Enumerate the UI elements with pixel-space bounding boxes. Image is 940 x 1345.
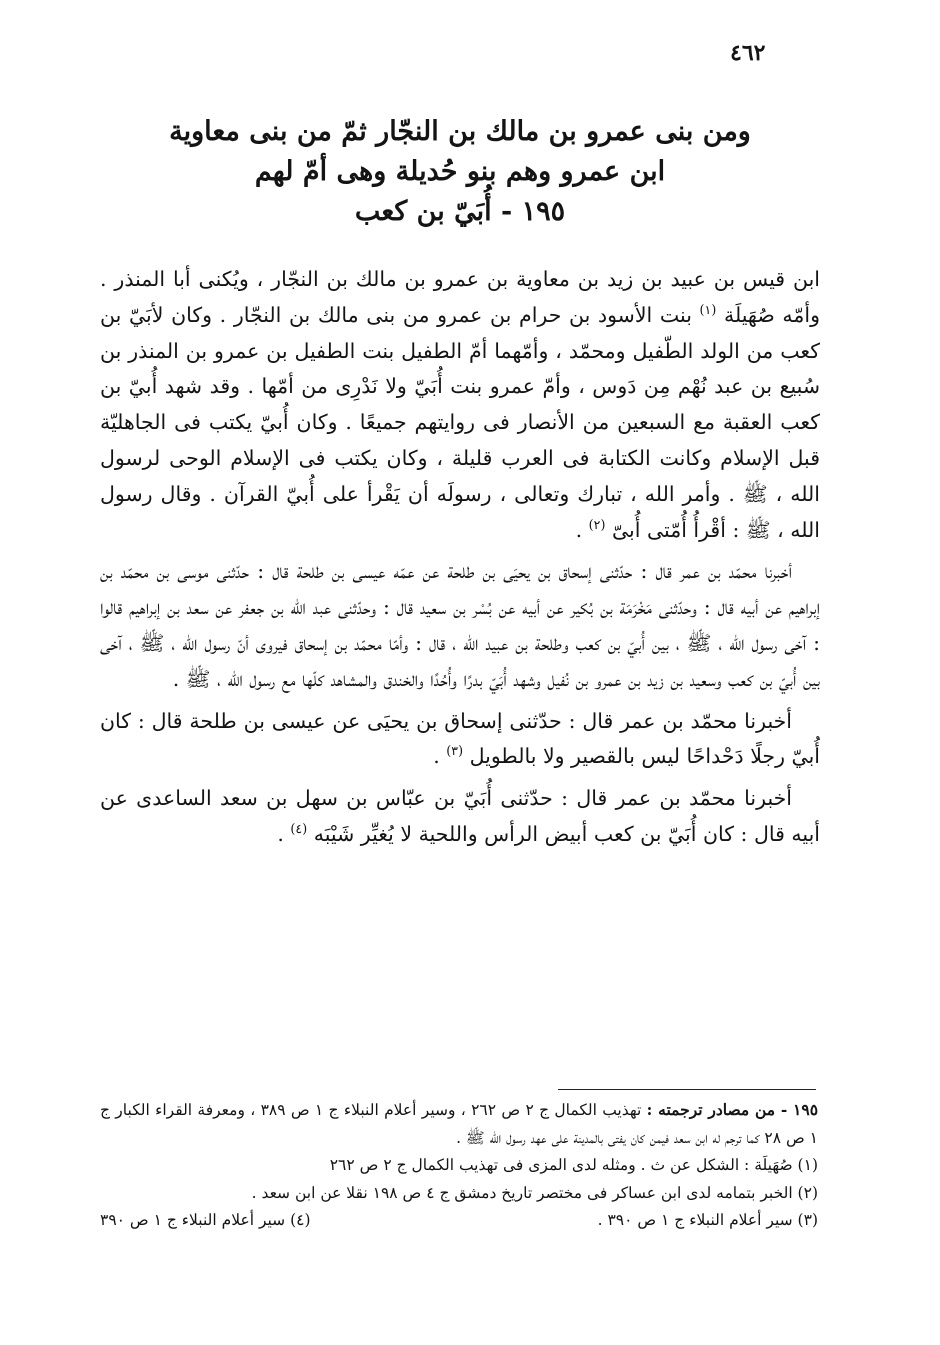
paragraph-4-text: أخبرنا محمّد بن عمر قال : حدّثنى أُبَيّ بن عبّاس بن سهل بن سعد الساعدى عن أبيه قال : كان أُبَيّ بن كعب أبيض الرأس واللحية لا يُغيِّر شَيْبَه bbox=[100, 786, 820, 846]
footnote-3: (٣) سير أعلام النبلاء ج ١ ص ٣٩٠ . bbox=[597, 1211, 818, 1229]
paragraph-3 bbox=[100, 704, 820, 776]
footnote-ref-4: (٤) bbox=[290, 821, 308, 837]
sources-label: ١٩٥ - من مصادر ترجمته : bbox=[646, 1100, 819, 1119]
footnote-4: (٤) سير أعلام النبلاء ج ١ ص ٣٩٠ bbox=[100, 1211, 311, 1229]
footnote-ref-3: (٣) bbox=[446, 743, 464, 759]
sources-text: تهذيب الكمال ج ٢ ص ٢٦٢ ، وسير أعلام النبلاء ج ١ ص ٣٨٩ ، ومعرفة القراء الكبار ج ١ ص ٢٨ كما ترجم له ابن سعد فيمن كان يفتى بالمدينة على عهد رسول الله ﷺ . bbox=[100, 1101, 818, 1147]
paragraph-3-text: أخبرنا محمّد بن عمر قال : حدّثنى إسحاق بن يحيَى عن عيسى بن طلحة قال : كان أُبيّ رجلًا دَحْداحًا ليس بالقصير ولا بالطويل bbox=[100, 708, 820, 769]
footnote-2: (٢) الخبر بتمامه لدى ابن عساكر فى مختصر تاريخ دمشق ج ٤ ص ١٩٨ نقلا عن ابن سعد . bbox=[251, 1183, 818, 1202]
sources-note bbox=[100, 1096, 818, 1152]
paragraph-1-text-b: بنت الأسود بن حرام بن عمرو من بنى مالك بن النجّار . وكان لأبَيّ بن كعب من الولد الطّفيل ومحمّد ، وأمّهما أمّ الطفيل بنت الطفيل بن عمرو بن المنذر بن سُبيع بن عبد نُهْم مِن دَوس ، وأمّ عمرو بنت أُبَيّ ولا نَدْرِى من أمّها . وقد شهد أُبيّ بن كعب العقبة مع السبعين من الأنصار فى روايتهم جميعًا . وكان أُبيّ يكتب فى الجاهليّة قبل الإسلام وكانت الكتابة فى العرب قليلة ، وكان يكتب فى الإسلام الوحى لرسول الله ، ﷺ . وأمر الله ، تبارك وتعالى ، رسولَه أن يَقْرأ على أُبيّ القرآن . وقال رسول الله ، ﷺ : أقْرأُ أُمّتى أُبىّ bbox=[100, 302, 820, 542]
paragraph-2: أخبرنا محمّد بن عمر قال : حدّثنى إسحاق بن يحيَى بن طلحة عن عمّه عيسى بن طلحة قال : حدّثنى موسى بن محمّد بن إبراهيم عن أبيه قال : وحدّثنى مَخْرَمَة بن بُكير عن أبيه عن بُسْر بن سعيد قال : وحدّثنى عبد الله بن جعفر عن سعد بن إبراهيم قالوا : آخى رسول الله ، ﷺ ، بين أُبيّ بن كعب وطلحة بن عبيد الله ، قال : وأمّا محمّد بن إسحاق فيروى أنّ رسول الله ، ﷺ ، آخى بين أُبيّ بن كعب وسعيد بن زيد بن عمرو بن نُفيل وشهد أُبَيّ بدرًا وأُحُدًا والخندق والمشاهد كلّها مع رسول الله ، ﷺ . bbox=[100, 559, 820, 691]
paragraph-1-end: . bbox=[575, 517, 583, 542]
heading-line-2: ابن عمرو وهم بنو حُديلة وهى أمّ لهم bbox=[254, 156, 666, 187]
footnote-divider bbox=[558, 1089, 816, 1090]
biography-body bbox=[100, 262, 820, 859]
paragraph-4 bbox=[100, 781, 820, 853]
paragraph-4-end: . bbox=[277, 821, 284, 846]
page-number: ٤٦٢ bbox=[730, 40, 766, 66]
paragraph-1 bbox=[100, 262, 820, 548]
footnote-row-3-4 bbox=[100, 1207, 818, 1235]
footnote-1: (١) صُهَيلَة : الشكل عن ث . ومثله لدى المزى فى تهذيب الكمال ج ٢ ص ٢٦٢ bbox=[329, 1156, 818, 1174]
paragraph-3-end: . bbox=[433, 744, 440, 769]
footnotes bbox=[100, 1096, 818, 1235]
section-heading bbox=[100, 112, 820, 232]
entry-title: ١٩٥ - أُبَيّ بن كعب bbox=[354, 196, 566, 227]
heading-line-1: ومن بنى عمرو بن مالك بن النجّار ثمّ من بنى معاوية bbox=[169, 116, 751, 147]
footnote-ref-2: (٢) bbox=[588, 516, 606, 532]
footnote-ref-1: (١) bbox=[699, 301, 717, 317]
paragraph-1-text-a: ابن قيس بن عبيد بن زيد بن معاوية بن عمرو بن مالك بن النجّار ، ويُكنى أبا المنذر . وأمّه صُهَيلَة bbox=[100, 267, 820, 327]
